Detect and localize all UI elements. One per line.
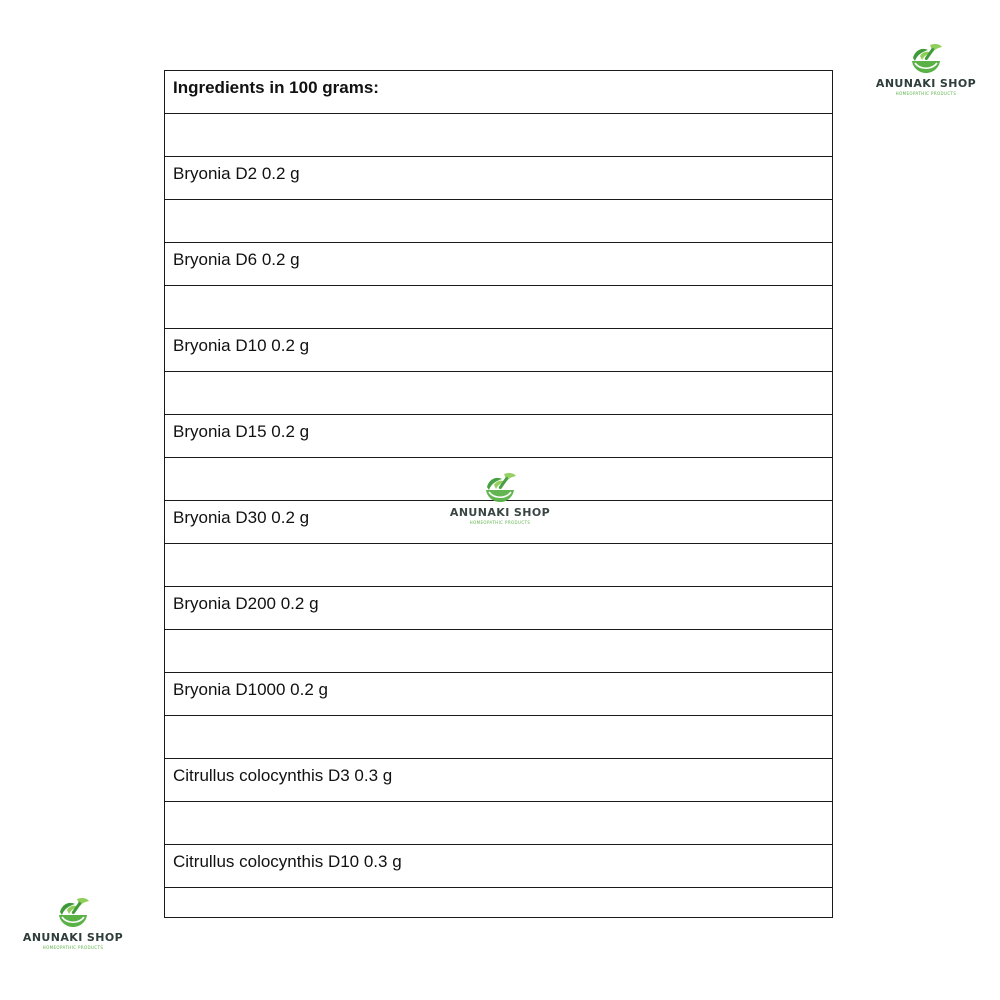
table-cell: Citrullus colocynthis D3 0.3 g xyxy=(165,759,833,802)
table-row xyxy=(165,200,833,243)
table-cell xyxy=(165,888,833,918)
table-row xyxy=(165,630,833,673)
table-cell: Citrullus colocynthis D10 0.3 g xyxy=(165,845,833,888)
table-row xyxy=(165,415,833,458)
mortar-pestle-leaf-icon xyxy=(53,896,93,930)
brand-logo xyxy=(870,42,982,96)
brand-logo xyxy=(17,896,129,950)
brand-name: ANUNAKI SHOP xyxy=(449,506,551,519)
table-cell xyxy=(165,372,833,415)
table-cell: Bryonia D15 0.2 g xyxy=(165,415,833,458)
table-row xyxy=(165,372,833,415)
table-row xyxy=(165,329,833,372)
table-row xyxy=(165,716,833,759)
table-cell: Bryonia D1000 0.2 g xyxy=(165,673,833,716)
table-cell: Bryonia D10 0.2 g xyxy=(165,329,833,372)
table-cell: Bryonia D30 0.2 g xyxy=(165,501,833,544)
table-cell xyxy=(165,716,833,759)
table-row xyxy=(165,845,833,888)
brand-name: ANUNAKI SHOP xyxy=(22,931,124,944)
table-cell xyxy=(165,114,833,157)
table-row xyxy=(165,157,833,200)
table-row xyxy=(165,544,833,587)
table-header-row xyxy=(165,71,833,114)
table-cell: Bryonia D6 0.2 g xyxy=(165,243,833,286)
mortar-pestle-leaf-icon xyxy=(480,471,520,505)
mortar-pestle-leaf-icon xyxy=(906,42,946,76)
brand-logo-watermark xyxy=(444,471,556,525)
table-cell: Bryonia D200 0.2 g xyxy=(165,587,833,630)
table-row xyxy=(165,802,833,845)
table-cell xyxy=(165,286,833,329)
table-cell xyxy=(165,630,833,673)
table-row xyxy=(165,114,833,157)
table-row xyxy=(165,673,833,716)
table-row xyxy=(165,587,833,630)
table-cell xyxy=(165,802,833,845)
table-row xyxy=(165,286,833,329)
brand-tagline: HOMEOPATHIC PRODUCTS xyxy=(469,520,531,525)
table-row xyxy=(165,888,833,918)
table-cell xyxy=(165,200,833,243)
table-cell: Bryonia D2 0.2 g xyxy=(165,157,833,200)
table-row xyxy=(165,243,833,286)
table-cell xyxy=(165,544,833,587)
brand-name: ANUNAKI SHOP xyxy=(875,77,977,90)
brand-tagline: HOMEOPATHIC PRODUCTS xyxy=(895,91,957,96)
table-header-cell: Ingredients in 100 grams: xyxy=(165,71,833,114)
brand-tagline: HOMEOPATHIC PRODUCTS xyxy=(42,945,104,950)
table-row xyxy=(165,759,833,802)
